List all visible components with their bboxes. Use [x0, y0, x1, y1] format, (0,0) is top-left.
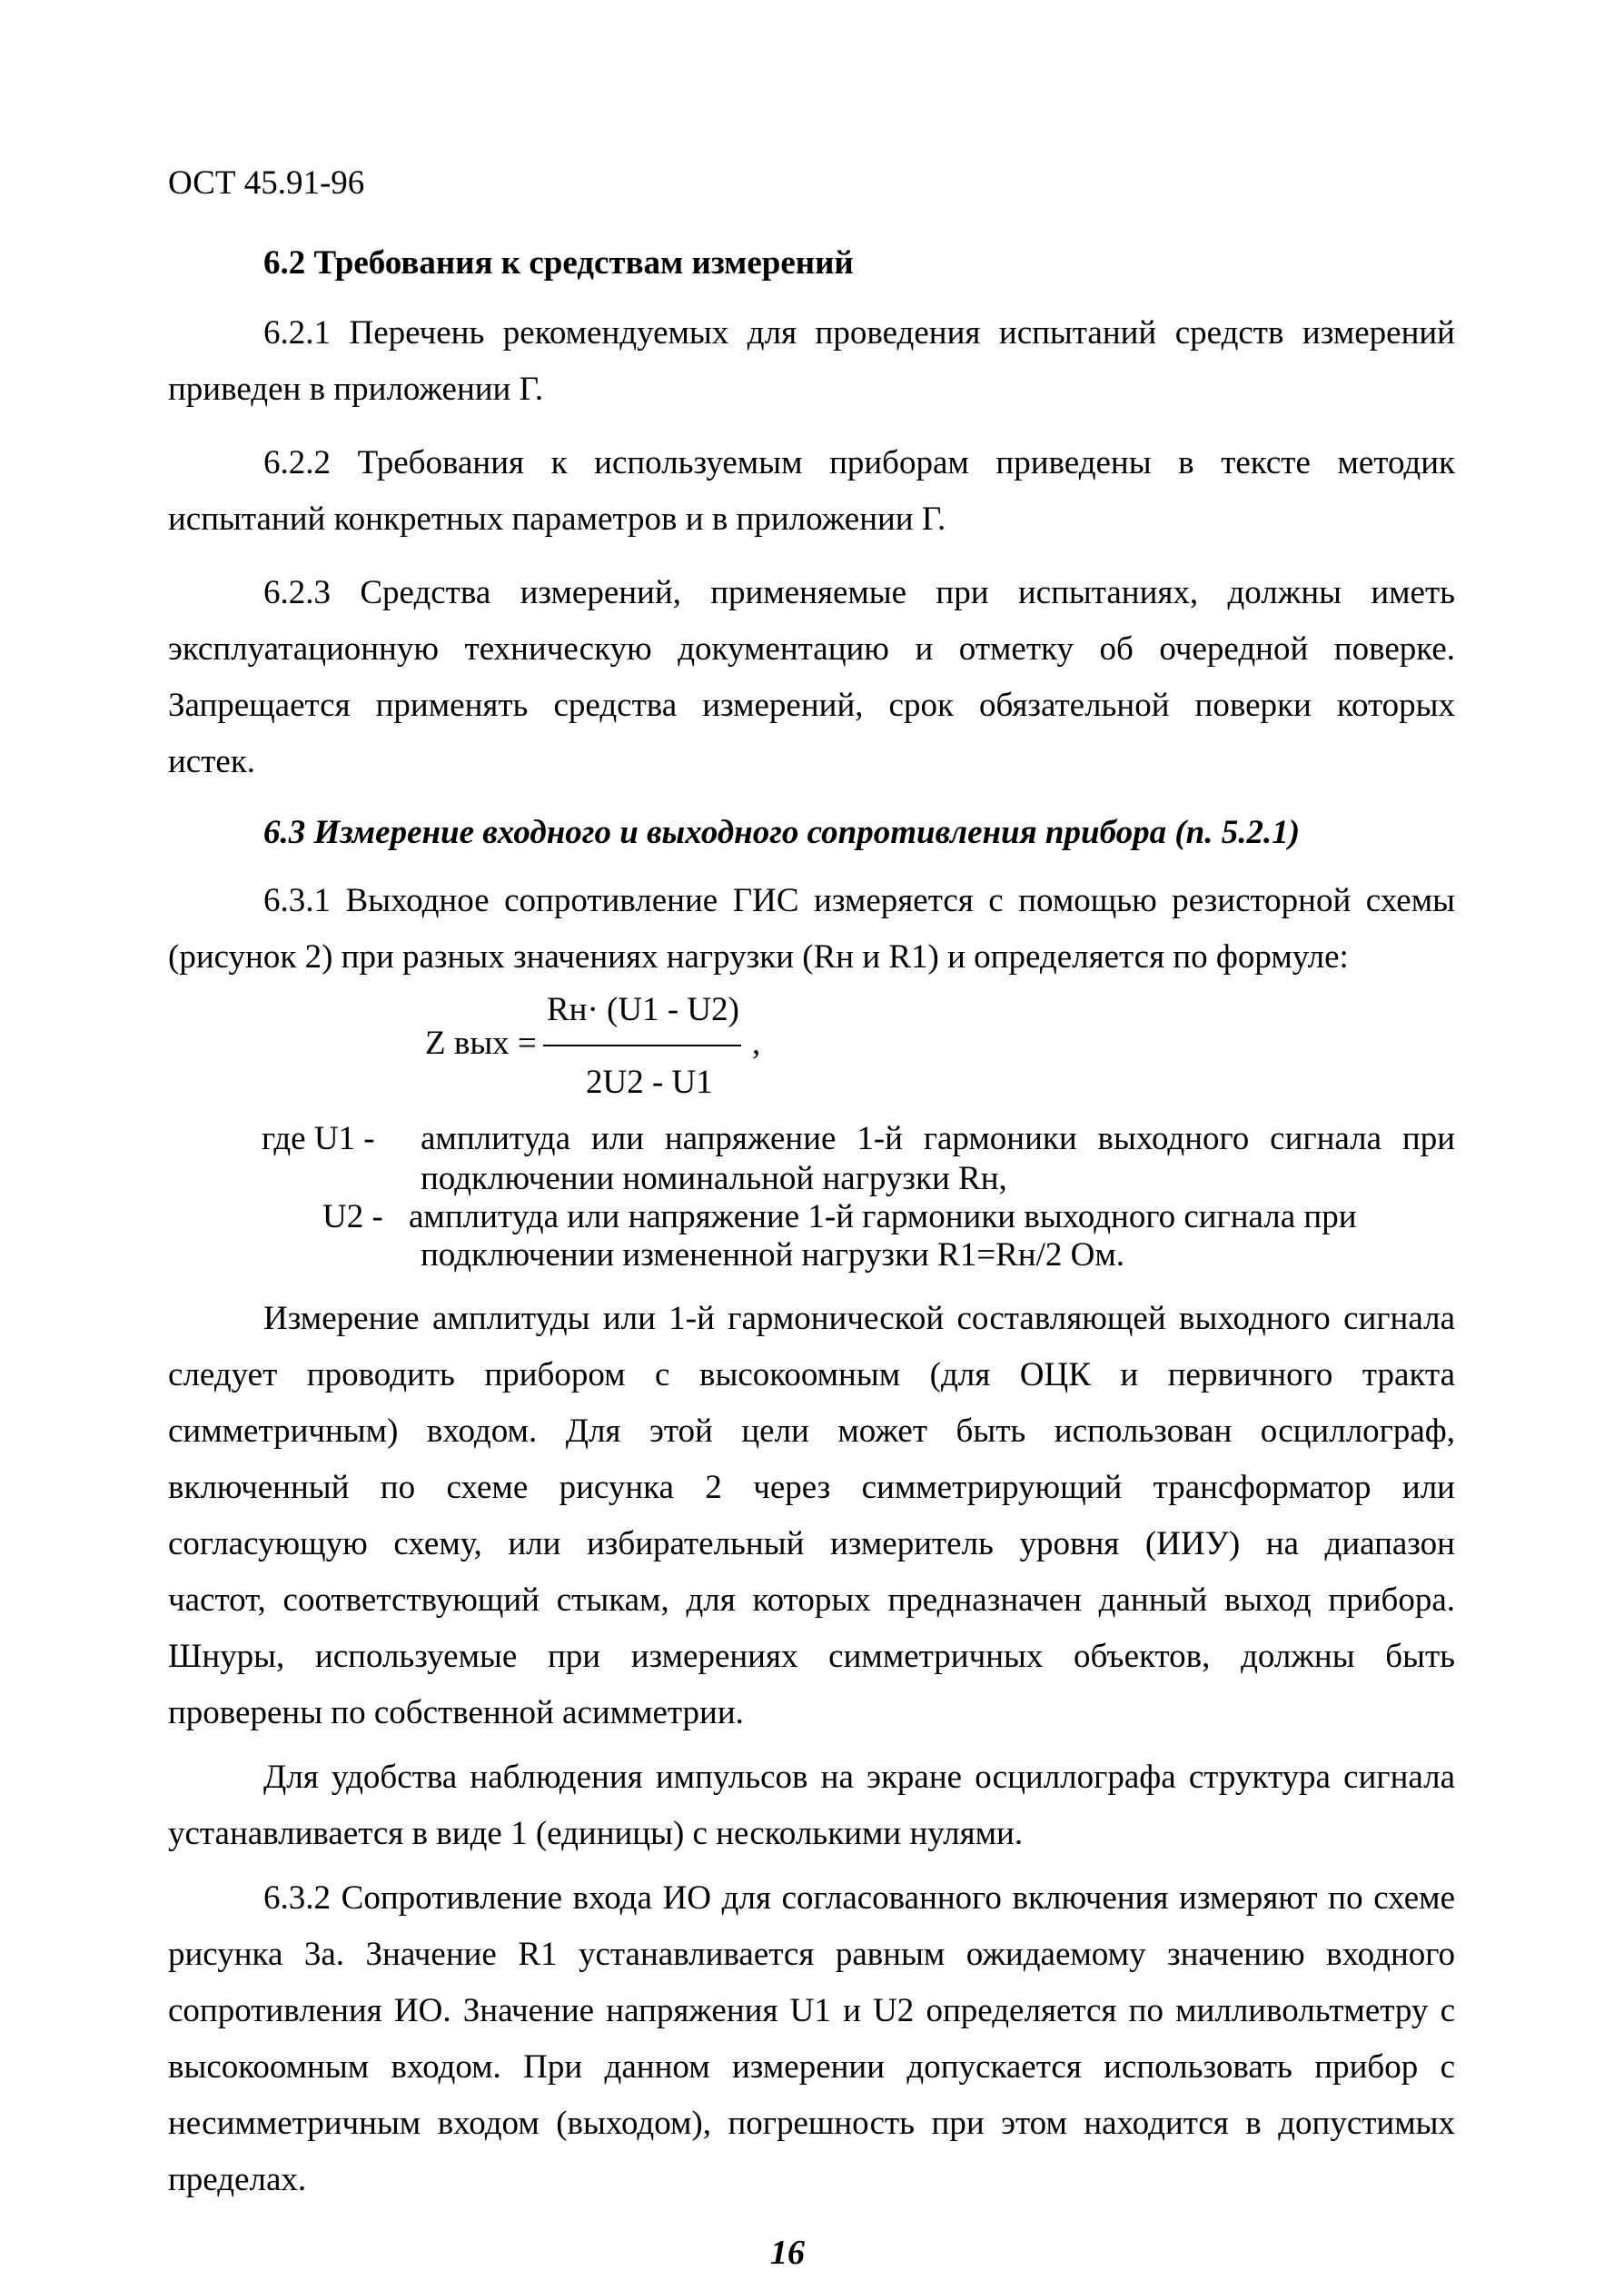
- paragraph-line: симметричным) входом. Для этой цели может быть использован осциллограф,: [168, 1413, 1455, 1450]
- paragraph-line: пределах.: [168, 2161, 307, 2198]
- doc-code: ОСТ 45.91-96: [168, 164, 365, 202]
- paragraph-line: 6.2.1 Перечень рекомендуемых для проведения испытаний средств измерений: [263, 314, 1455, 352]
- where-cont-u2: подключении измененной нагрузки R1=Rн/2 Ом.: [421, 1236, 1125, 1274]
- paragraph-line: Измерение амплитуды или 1-й гармонической составляющей выходного сигнала: [263, 1300, 1455, 1337]
- paragraph-line: (рисунок 2) при разных значениях нагрузки (Rн и R1) и определяется по формуле:: [168, 938, 1349, 976]
- paragraph-line: включенный по схеме рисунка 2 через симметрирующий трансформатор или: [168, 1469, 1455, 1506]
- paragraph-line: эксплуатационную техническую документацию и отметку об очередной поверке.: [168, 630, 1455, 668]
- fraction-bar: [543, 1045, 741, 1046]
- paragraph-line: несимметричным входом (выходом), погрешность при этом находится в допустимых: [168, 2105, 1455, 2142]
- section-6-3-title: 6.3 Измерение входного и выходного сопротивления прибора (п. 5.2.1): [263, 814, 1301, 851]
- paragraph-line: рисунка 3а. Значение R1 устанавливается равным ожидаемому значению входного: [168, 1936, 1455, 1973]
- paragraph-line: испытаний конкретных параметров и в приложении Г.: [168, 501, 946, 538]
- paragraph-line: высокоомным входом. При данном измерении допускается использовать прибор с: [168, 2048, 1455, 2086]
- where-text-u1: амплитуда или напряжение 1-й гармоники выходного сигнала при: [421, 1120, 1455, 1157]
- paragraph-line: 6.2.3 Средства измерений, применяемые при испытаниях, должны иметь: [263, 574, 1455, 611]
- paragraph-line: истек.: [168, 743, 256, 780]
- formula-lhs: Z вых =: [425, 1025, 537, 1062]
- paragraph-line: Запрещается применять средства измерений, срок обязательной поверки которых: [168, 687, 1455, 724]
- where-prefix-u1: где U1 -: [262, 1120, 375, 1157]
- paragraph-line: проверены по собственной асимметрии.: [168, 1694, 744, 1731]
- paragraph-line: Шнуры, используемые при измерениях симметричных объектов, должны быть: [168, 1638, 1455, 1675]
- where-prefix-u2: U2 -: [322, 1198, 383, 1235]
- where-text-u2: амплитуда или напряжение 1-й гармоники выходного сигнала при: [409, 1198, 1357, 1235]
- formula-numerator: Rн· (U1 - U2): [547, 991, 739, 1028]
- paragraph-line: частот, соответствующий стыкам, для которых предназначен данный выход прибора.: [168, 1581, 1455, 1619]
- where-cont-u1: подключении номинальной нагрузки Rн,: [421, 1160, 1007, 1197]
- paragraph-line: устанавливается в виде 1 (единицы) с несколькими нулями.: [168, 1815, 1024, 1852]
- paragraph-line: 6.3.2 Сопротивление входа ИО для согласованного включения измеряют по схеме: [263, 1879, 1455, 1917]
- paragraph-line: приведен в приложении Г.: [168, 371, 544, 408]
- page-number: 16: [770, 2234, 805, 2272]
- formula-denominator: 2U2 - U1: [586, 1064, 713, 1101]
- paragraph-line: 6.2.2 Требования к используемым приборам приведены в тексте методик: [263, 444, 1455, 481]
- paragraph-line: 6.3.1 Выходное сопротивление ГИС измеряется с помощью резисторной схемы: [263, 882, 1455, 919]
- paragraph-line: Для удобства наблюдения импульсов на экране осциллографа структура сигнала: [263, 1759, 1455, 1796]
- section-6-2-title: 6.2 Требования к средствам измерений: [263, 244, 854, 282]
- paragraph-line: следует проводить прибором с высокоомным (для ОЦК и первичного тракта: [168, 1356, 1455, 1393]
- paragraph-line: согласующую схему, или избирательный измеритель уровня (ИИУ) на диапазон: [168, 1525, 1455, 1562]
- paragraph-line: сопротивления ИО. Значение напряжения U1 и U2 определяется по милливольтметру с: [168, 1992, 1455, 2029]
- formula-comma: ,: [752, 1025, 761, 1062]
